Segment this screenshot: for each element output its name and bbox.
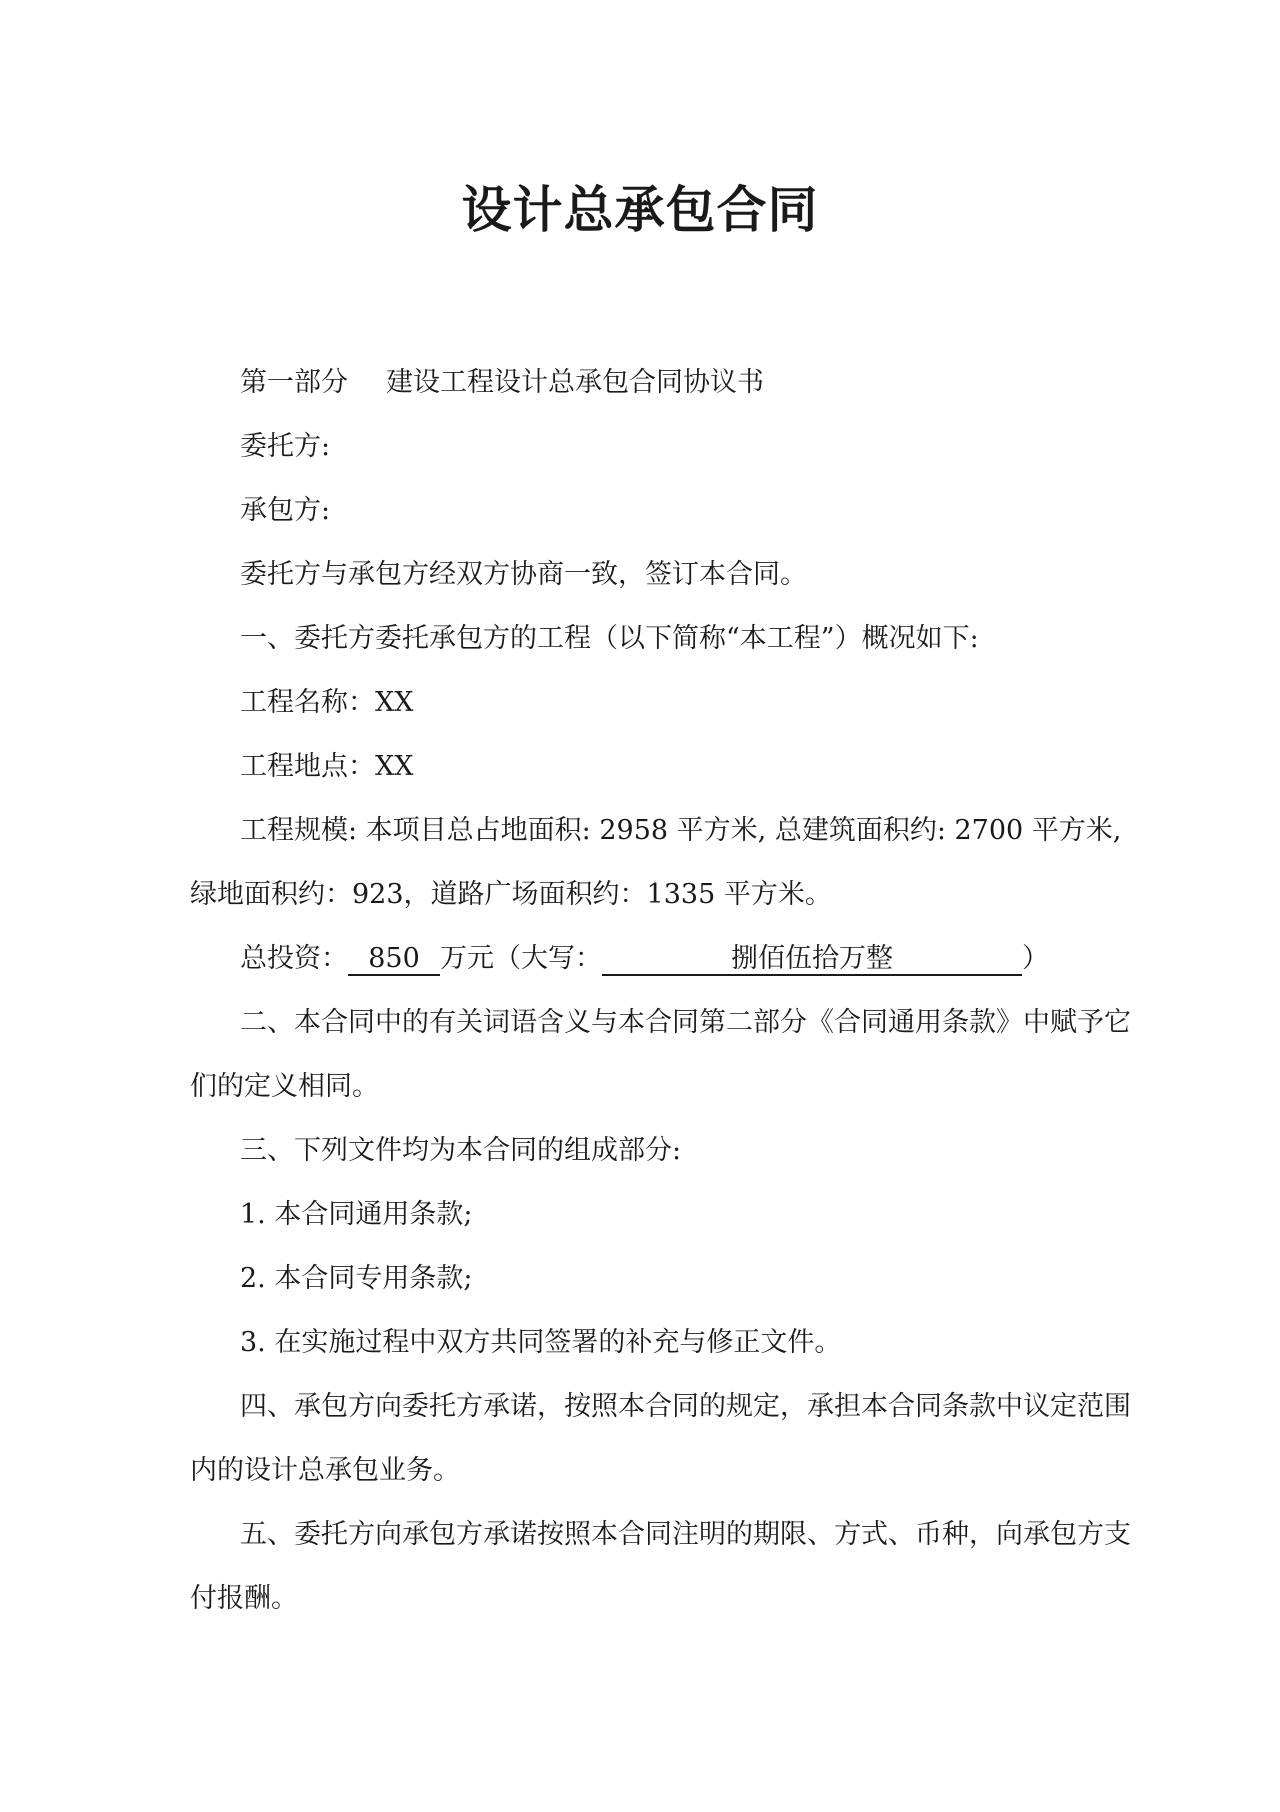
project-scale-line1: 工程规模: 本项目总占地面积: 2958 平方米, 总建筑面积约: 2700 平方米, — [240, 815, 1122, 846]
investment-unit: 万元（大写： — [440, 943, 602, 974]
section5-line1: 五、委托方向承包方承诺按照本合同注明的期限、方式、币种，向承包方支 — [240, 1519, 1131, 1550]
part-heading — [240, 363, 764, 403]
section2-line1: 二、本合同中的有关词语含义与本合同第二部分《合同通用条款》中赋予它 — [240, 1007, 1131, 1038]
investment-amount-upper: 捌佰伍拾万整 — [602, 944, 1022, 976]
section1-heading: 一、委托方委托承包方的工程（以下简称“本工程”）概况如下: — [240, 623, 979, 654]
section2-line2: 们的定义相同。 — [190, 1071, 379, 1102]
contractor-label: 承包方: — [240, 495, 331, 526]
project-scale-line2: 绿地面积约：923，道路广场面积约：1335 平方米。 — [190, 879, 832, 910]
list-item: 3. 在实施过程中双方共同签署的补充与修正文件。 — [240, 1327, 842, 1358]
section5-line2: 付报酬。 — [190, 1583, 298, 1614]
investment-label: 总投资： — [240, 943, 348, 974]
project-name: 工程名称：XX — [240, 687, 414, 718]
list-item: 2. 本合同专用条款; — [240, 1263, 473, 1294]
section4-line1: 四、承包方向委托方承诺，按照本合同的规定，承担本合同条款中议定范围 — [240, 1391, 1131, 1422]
list-item: 1. 本合同通用条款; — [240, 1199, 473, 1230]
total-investment — [240, 939, 1049, 979]
project-location: 工程地点：XX — [240, 751, 414, 782]
intro-paragraph: 委托方与承包方经双方协商一致，签订本合同。 — [240, 559, 807, 590]
section3-heading: 三、下列文件均为本合同的组成部分: — [240, 1135, 682, 1166]
document-title: 设计总承包合同 — [461, 180, 819, 239]
client-label: 委托方: — [240, 431, 331, 462]
part-label: 第一部分 — [240, 367, 348, 398]
section4-line2: 内的设计总承包业务。 — [190, 1455, 460, 1486]
investment-amount: 850 — [348, 944, 440, 976]
part-name: 建设工程设计总承包合同协议书 — [386, 367, 764, 398]
investment-close: ） — [1022, 943, 1049, 974]
